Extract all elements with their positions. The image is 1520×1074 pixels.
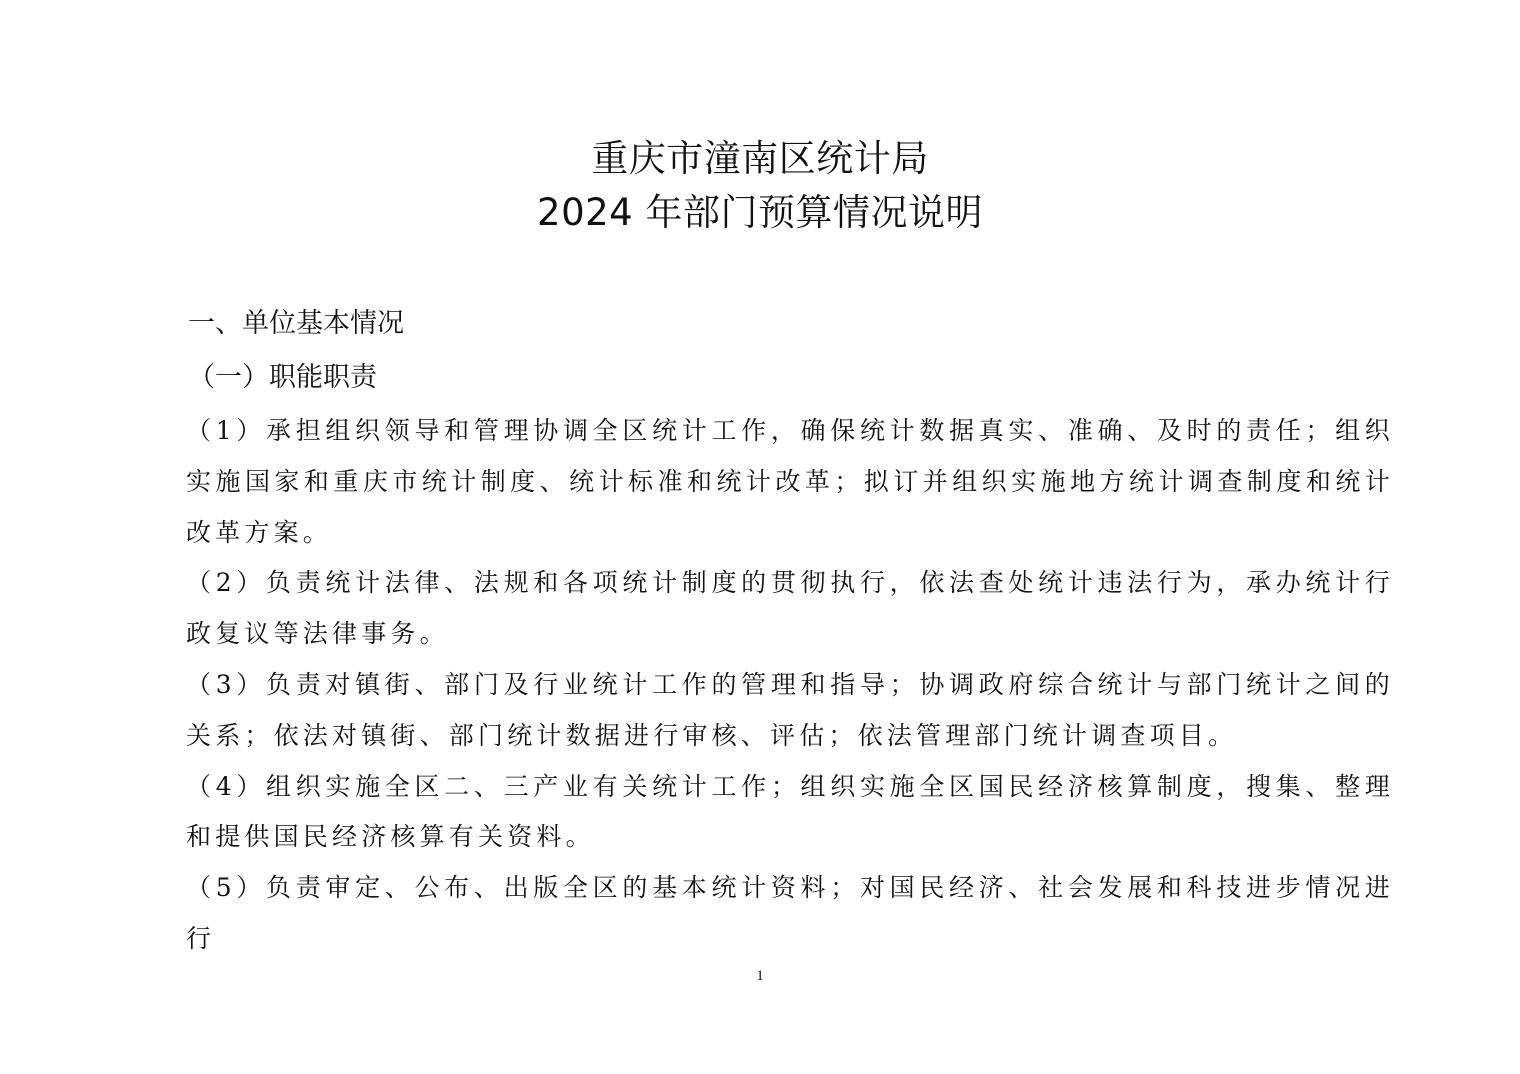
paragraph-4: （4）组织实施全区二、三产业有关统计工作；组织实施全区国民经济核算制度，搜集、整理和提供国民经济核算有关资料。 — [186, 771, 1394, 852]
paragraph-1: （1）承担组织领导和管理协调全区统计工作，确保统计数据真实、准确、及时的责任；组织实施国家和重庆市统计制度、统计标准和统计改革；拟订并组织实施地方统计调查制度和统计改革方案。 — [186, 416, 1394, 547]
document-title-line1: 重庆市潼南区统计局 — [591, 137, 929, 180]
paragraph-3: （3）负责对镇街、部门及行业统计工作的管理和指导；协调政府综合统计与部门统计之间的关系；依法对镇街、部门统计数据进行审核、评估；依法管理部门统计调查项目。 — [186, 669, 1394, 750]
body-text — [186, 406, 1394, 965]
paragraph-2: （2）负责统计法律、法规和各项统计制度的贯彻执行，依法查处统计违法行为，承办统计行政复议等法律事务。 — [186, 568, 1394, 649]
page-number: 1 — [756, 968, 764, 984]
section-heading: 一、单位基本情况 — [188, 308, 404, 339]
paragraph-5: （5）负责审定、公布、出版全区的基本统计资料；对国民经济、社会发展和科技进步情况进行 — [186, 873, 1394, 953]
document-title-line2: 2024 年部门预算情况说明 — [537, 191, 983, 234]
subsection-heading: （一）职能职责 — [188, 362, 377, 393]
